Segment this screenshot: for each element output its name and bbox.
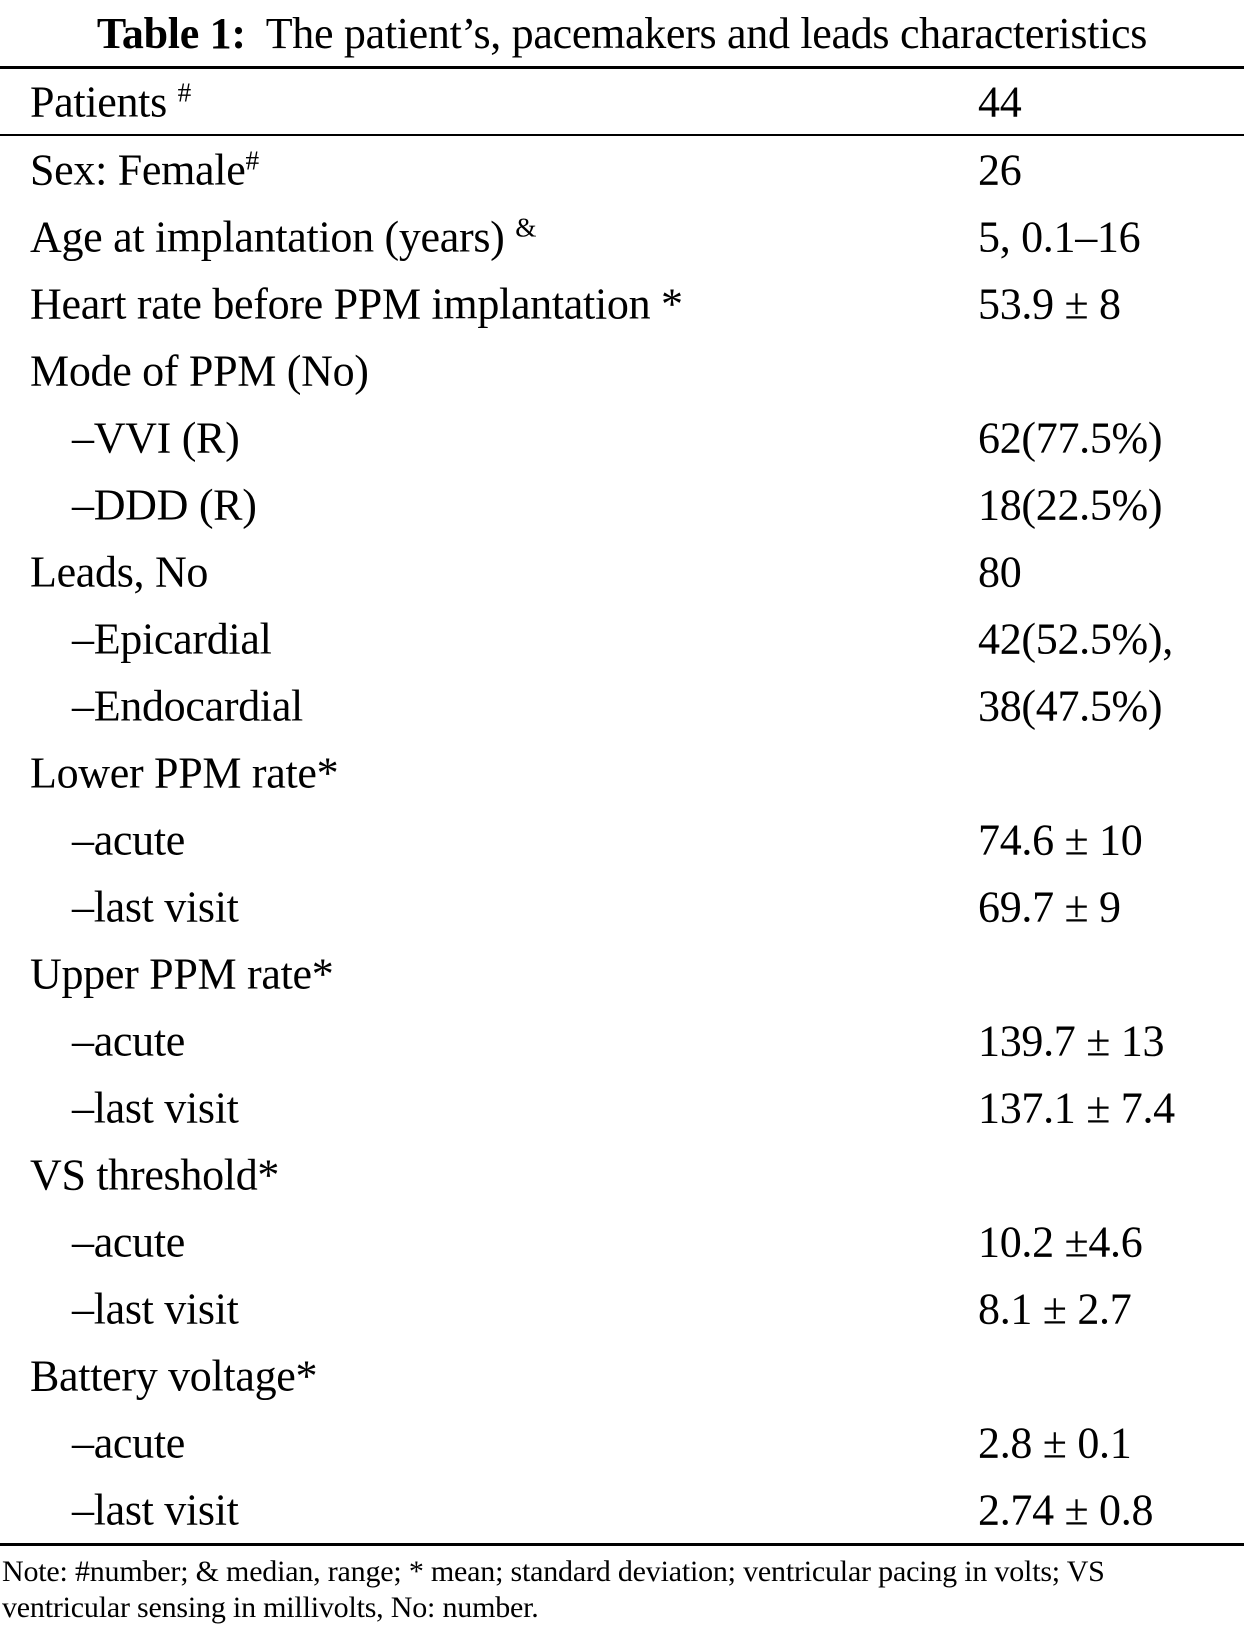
- row-label: [30, 211, 536, 262]
- row-value: 62(77.5%): [978, 413, 1163, 462]
- row-label: [72, 680, 303, 731]
- table-row: [0, 1409, 1244, 1476]
- row-value: 2.74 ± 0.8: [978, 1485, 1154, 1534]
- row-label: [30, 546, 208, 597]
- row-label: [30, 76, 191, 127]
- row-label-text: Battery voltage*: [30, 1351, 318, 1400]
- table-title-text: The patient’s, pacemakers and leads characteristics: [265, 8, 1148, 58]
- table-body: [0, 136, 1244, 1543]
- table-row: [0, 1074, 1244, 1141]
- table-row-patients: [0, 69, 1244, 134]
- row-value: 80: [978, 547, 1022, 596]
- table-row: [0, 404, 1244, 471]
- row-label: [72, 1484, 239, 1535]
- table-note: [0, 1546, 1244, 1625]
- row-label-text: –last visit: [72, 882, 239, 931]
- table-row: [0, 940, 1244, 1007]
- table-row: [0, 605, 1244, 672]
- row-label-text: –VVI (R): [72, 413, 240, 462]
- row-label: [30, 1149, 279, 1200]
- row-label: [30, 948, 333, 999]
- note-line-1: Note: #number; & median, range; * mean; standard deviation; ventricular pacing in volts; VS: [2, 1555, 1105, 1588]
- row-value: 137.1 ± 7.4: [978, 1083, 1175, 1132]
- row-label-text: –Endocardial: [72, 681, 303, 730]
- row-label-text: Lower PPM rate*: [30, 748, 339, 797]
- row-label-text: –acute: [72, 1016, 186, 1065]
- row-label-text: –acute: [72, 1217, 186, 1266]
- table-row: [0, 203, 1244, 270]
- table-row: [0, 471, 1244, 538]
- row-label: [72, 1216, 185, 1267]
- table-number-label: Table 1:: [96, 8, 246, 58]
- row-label-text: Age at implantation (years): [30, 212, 516, 261]
- row-label: [72, 1015, 185, 1066]
- table-row: [0, 806, 1244, 873]
- row-label-text: –last visit: [72, 1485, 239, 1534]
- table-row: [0, 270, 1244, 337]
- table-row: [0, 672, 1244, 739]
- row-superscript: #: [177, 77, 191, 107]
- row-value: 74.6 ± 10: [978, 815, 1143, 864]
- row-label: [30, 144, 259, 195]
- row-label: [30, 747, 338, 798]
- note-line-2: ventricular sensing in millivolts, No: number.: [2, 1591, 539, 1624]
- table-row: [0, 136, 1244, 203]
- row-label-text: –last visit: [72, 1284, 239, 1333]
- row-value: 2.8 ± 0.1: [978, 1418, 1132, 1467]
- table-row: [0, 1275, 1244, 1342]
- row-value: 10.2 ±4.6: [978, 1217, 1143, 1266]
- table-row: [0, 1007, 1244, 1074]
- row-label: [72, 412, 239, 463]
- row-label-text: –DDD (R): [72, 480, 257, 529]
- row-value: 139.7 ± 13: [978, 1016, 1165, 1065]
- row-label-text: –acute: [72, 815, 186, 864]
- row-superscript: #: [245, 145, 259, 175]
- row-label: [30, 345, 369, 396]
- table-row: [0, 1476, 1244, 1543]
- row-label-text: –last visit: [72, 1083, 239, 1132]
- row-value: 44: [978, 77, 1022, 126]
- row-value: 8.1 ± 2.7: [978, 1284, 1132, 1333]
- table-row: [0, 538, 1244, 605]
- table-row: [0, 1208, 1244, 1275]
- row-label: [72, 814, 185, 865]
- row-label: [72, 479, 257, 530]
- table-row: [0, 337, 1244, 404]
- row-label-text: Sex: Female: [30, 145, 246, 194]
- table-row: [0, 873, 1244, 940]
- row-label-text: VS threshold*: [30, 1150, 280, 1199]
- row-label: [72, 1082, 239, 1133]
- row-label: [30, 278, 683, 329]
- row-label-text: Mode of PPM (No): [30, 346, 369, 395]
- table-row: [0, 739, 1244, 806]
- row-value: 26: [978, 145, 1022, 194]
- row-value: 42(52.5%),: [978, 614, 1173, 663]
- row-label-text: Upper PPM rate*: [30, 949, 334, 998]
- row-value: 53.9 ± 8: [978, 279, 1121, 328]
- row-label-text: Heart rate before PPM implantation *: [30, 279, 683, 328]
- row-label: [72, 881, 239, 932]
- row-value: 5, 0.1–16: [978, 212, 1141, 261]
- row-value: 38(47.5%): [978, 681, 1163, 730]
- row-label-text: –Epicardial: [72, 614, 272, 663]
- row-label: [30, 1350, 317, 1401]
- row-label: [72, 1417, 185, 1468]
- table-row: [0, 1342, 1244, 1409]
- table-row: [0, 1141, 1244, 1208]
- row-label: [72, 1283, 239, 1334]
- row-label-text: Patients: [30, 77, 178, 126]
- table-title: [0, 0, 1244, 66]
- row-label-text: Leads, No: [30, 547, 209, 596]
- row-value: 18(22.5%): [978, 480, 1163, 529]
- row-label: [72, 613, 272, 664]
- row-value: 69.7 ± 9: [978, 882, 1121, 931]
- row-superscript: &: [515, 212, 537, 242]
- row-label-text: –acute: [72, 1418, 186, 1467]
